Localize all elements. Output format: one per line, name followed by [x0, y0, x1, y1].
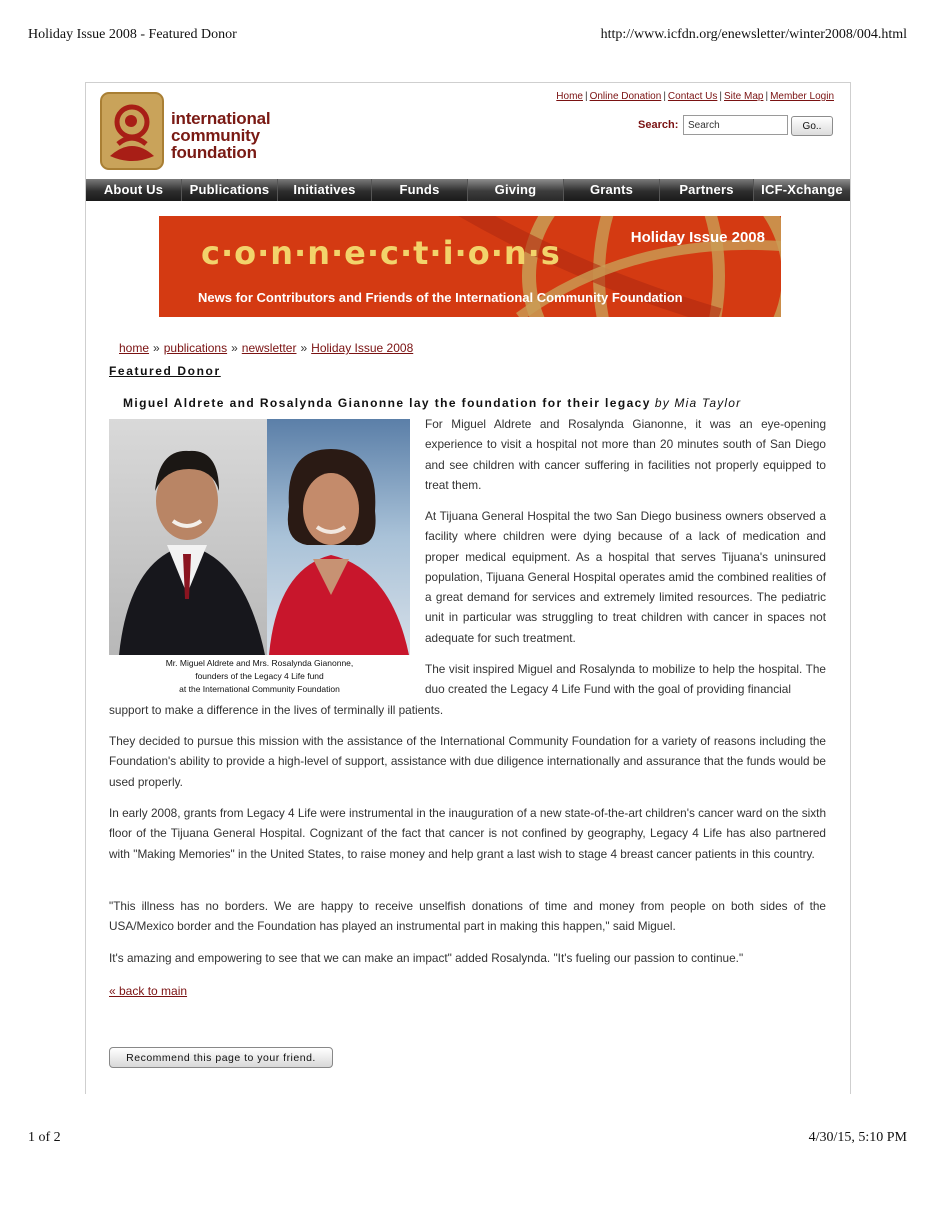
- article-paragraph-7: It's amazing and empowering to see that we can make an impact" added Rosalynda. "It's fueling our passion to continue.": [109, 951, 744, 965]
- nav-partners[interactable]: Partners: [660, 179, 754, 201]
- nav-grants[interactable]: Grants: [564, 179, 660, 201]
- print-page-url: http://www.icfdn.org/enewsletter/winter2008/004.html: [600, 27, 907, 42]
- logo-line-3: foundation: [171, 143, 257, 162]
- article-paragraph-5: In early 2008, grants from Legacy 4 Life were instrumental in the inauguration of a new state-of-the-art children's cancer ward on the sixth floor of the Tijuana General Hospital. Cognizant of the fact that cancer is not confined by geography, Legacy 4 Life has also partnered with "Making Memories" in the United States, to raise money and help grant a last wish to stage 4 breast cancer patients in this country.: [109, 806, 827, 861]
- search-label: Search:: [638, 119, 679, 131]
- newsletter-banner: [159, 216, 781, 317]
- article-byline: by Mia Taylor: [654, 396, 742, 410]
- photo-caption: [109, 657, 410, 696]
- breadcrumb-separator: »: [231, 341, 238, 355]
- print-page-title: Holiday Issue 2008 - Featured Donor: [28, 27, 237, 42]
- caption-line-1: Mr. Miguel Aldrete and Mrs. Rosalynda Gianonne,: [165, 658, 354, 668]
- article-paragraph-4: They decided to pursue this mission with the assistance of the International Community Foundation for a variety of reasons including the Foundation's ability to provide a high-level of support, assistance with due diligence internationally and assurance that the funds would be used properly.: [109, 734, 826, 789]
- nav-icf-xchange[interactable]: ICF-Xchange: [754, 179, 850, 201]
- link-separator: |: [584, 91, 588, 102]
- caption-line-3: at the International Community Foundation: [179, 684, 340, 694]
- top-links: [556, 91, 834, 102]
- print-datetime: 4/30/15, 5:10 PM: [808, 1130, 907, 1145]
- section-title: Featured Donor: [109, 364, 221, 378]
- article-paragraph-3a: The visit inspired Miguel and Rosalynda to mobilize to help the hospital. The duo created the Legacy 4 Life Fund with the goal of providing financial: [425, 662, 826, 697]
- breadcrumb-holiday-issue[interactable]: Holiday Issue 2008: [311, 341, 414, 355]
- breadcrumb-separator: »: [300, 341, 308, 355]
- logo-text: [171, 110, 270, 161]
- donors-photo: [109, 419, 410, 655]
- logo-line-1: international: [171, 109, 271, 128]
- nav-giving[interactable]: Giving: [468, 179, 564, 201]
- back-to-main-link[interactable]: « back to main: [109, 984, 188, 998]
- link-home[interactable]: Home: [556, 91, 583, 102]
- link-contact-us[interactable]: Contact Us: [667, 91, 718, 102]
- article-paragraph-3b: support to make a difference in the lives of terminally ill patients.: [109, 703, 444, 717]
- nav-about-us[interactable]: About Us: [86, 179, 182, 201]
- article-paragraph-2: At Tijuana General Hospital the two San Diego business owners observed a facility where children were dying because of a lack of medication and proper medical equipment. As a hospital that serves Tijuana's uninsured population, Tijuana General Hospital operates amid the combined realities of a great demand for services and extremely limited resources. The pediatric unit in particular was struggling to treat children with cancer in spaces not adequate for such treatment.: [425, 509, 826, 645]
- link-member-login[interactable]: Member Login: [770, 91, 834, 102]
- article-paragraph-6: "This illness has no borders. We are happy to receive unselfish donations of time and money from people on both sides of the USA/Mexico border and the Foundation has played an instrumental part in making this happen," said Miguel.: [109, 899, 826, 934]
- breadcrumb-newsletter[interactable]: newsletter: [241, 341, 297, 355]
- nav-funds[interactable]: Funds: [372, 179, 468, 201]
- breadcrumb-separator: »: [153, 341, 160, 355]
- breadcrumb-home[interactable]: home: [119, 341, 150, 355]
- foundation-logo-icon[interactable]: [100, 92, 164, 170]
- logo-line-2: community: [171, 126, 260, 145]
- recommend-page-button[interactable]: Recommend this page to your friend.: [109, 1047, 333, 1068]
- link-site-map[interactable]: Site Map: [724, 91, 764, 102]
- breadcrumb-publications[interactable]: publications: [163, 341, 228, 355]
- nav-initiatives[interactable]: Initiatives: [278, 179, 372, 201]
- article-headline: Miguel Aldrete and Rosalynda Gianonne lay the foundation for their legacy: [123, 396, 651, 410]
- nav-publications[interactable]: Publications: [182, 179, 278, 201]
- banner-issue: Holiday Issue 2008: [630, 229, 765, 246]
- link-separator: |: [765, 91, 769, 102]
- search-input[interactable]: [683, 115, 788, 135]
- article-title: [123, 396, 741, 410]
- print-page-number: 1 of 2: [28, 1130, 61, 1145]
- caption-line-2: founders of the Legacy 4 Life fund: [195, 671, 324, 681]
- banner-title: c·o·n·n·e·c·t·i·o·n·s: [201, 234, 561, 272]
- link-separator: |: [663, 91, 666, 102]
- link-online-donation[interactable]: Online Donation: [589, 91, 662, 102]
- article-paragraph-1: For Miguel Aldrete and Rosalynda Gianonne, it was an eye-opening experience to visit a hospital not more than 20 minutes south of San Diego and see children with cancer suffering in facilities not properly equipped to treat them.: [425, 417, 826, 492]
- search-go-button[interactable]: Go..: [791, 116, 833, 136]
- breadcrumb: [119, 341, 413, 355]
- main-nav: [86, 179, 850, 201]
- banner-subtitle: News for Contributors and Friends of the International Community Foundation: [198, 290, 683, 305]
- link-separator: |: [719, 91, 722, 102]
